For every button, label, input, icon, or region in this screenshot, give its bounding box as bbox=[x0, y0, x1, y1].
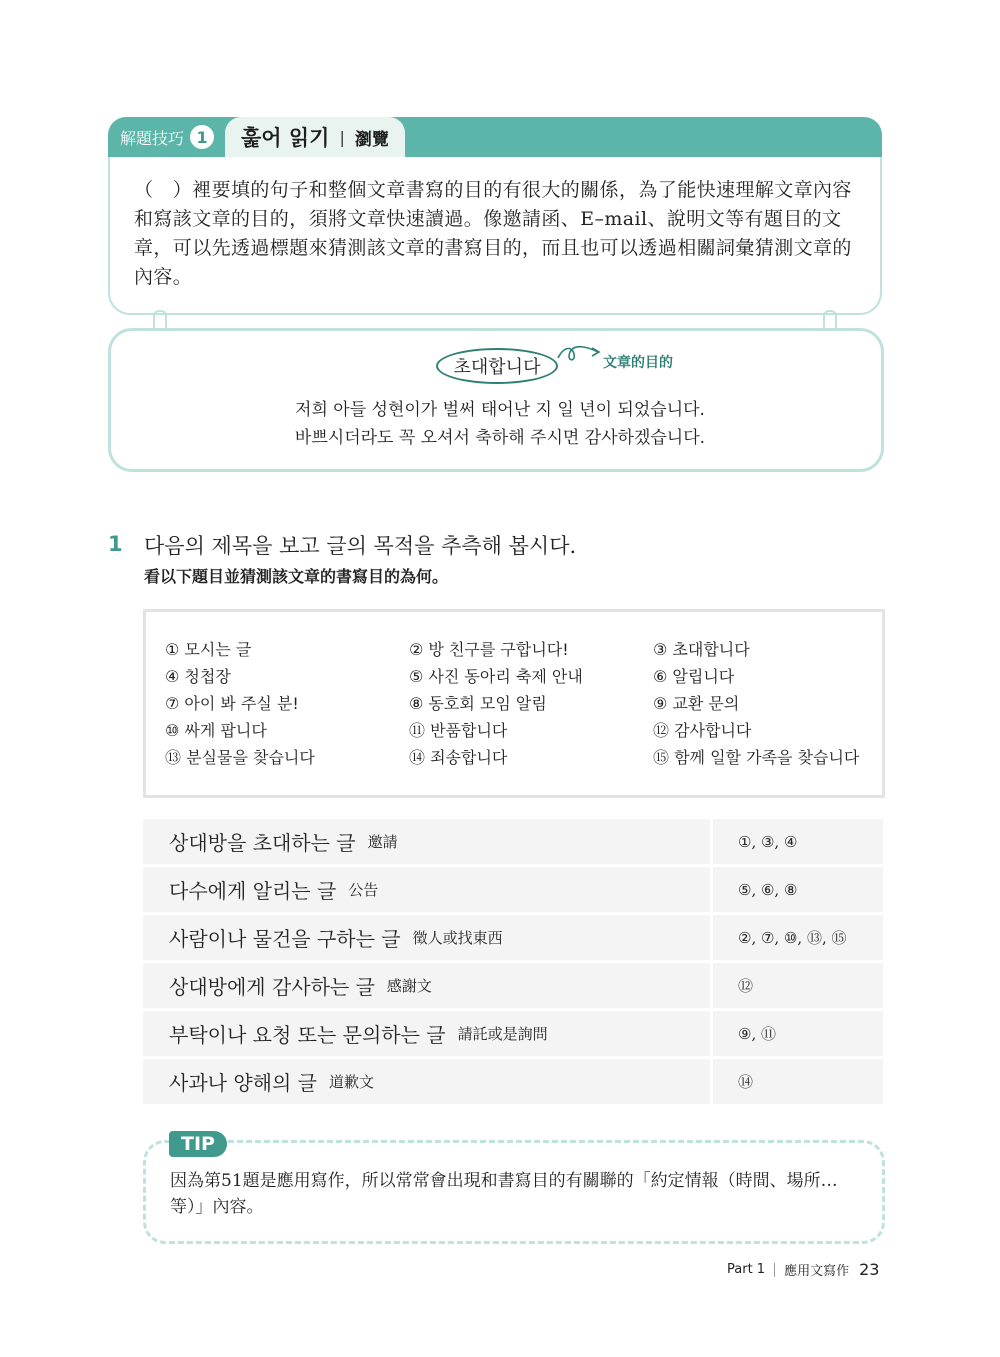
answer-category bbox=[143, 963, 710, 1008]
question-number: 1 bbox=[108, 532, 123, 556]
answer-numbers: ⑫ bbox=[713, 963, 883, 1008]
answer-zh: 道歉文 bbox=[328, 1073, 374, 1091]
skill-title bbox=[225, 117, 405, 157]
answer-category bbox=[143, 1059, 710, 1104]
skill-number-badge: 1 bbox=[190, 125, 214, 149]
question-zh: 看以下題目並猜測該文章的書寫目的為何。 bbox=[144, 567, 449, 586]
skill-label-text: 解題技巧 bbox=[120, 128, 185, 148]
curl-arrow-icon bbox=[556, 342, 602, 364]
footer-divider bbox=[774, 1263, 775, 1277]
choice-item: ⑨ 교환 문의 bbox=[653, 694, 740, 713]
choice-item: ⑮ 함께 일할 가족을 찾습니다 bbox=[653, 748, 860, 767]
answer-zh: 感謝文 bbox=[386, 977, 432, 995]
skill-body-text: （ ）裡要填的句子和整個文章書寫的目的有很大的關係，為了能快速理解文章內容和寫該文章的目的，須將文章快速讀過。像邀請函、E–mail、說明文等有題目的文章，可以先透過標題來猜測該文章的書寫目的，而且也可以透過相關詞彙猜測文章的內容。 bbox=[134, 179, 852, 288]
answer-kr: 상대방에게 감사하는 글 bbox=[169, 975, 375, 999]
answer-numbers: ⑨, ⑪ bbox=[713, 1011, 883, 1056]
answer-numbers: ①, ③, ④ bbox=[713, 819, 883, 864]
choice-item: ⑫ 감사합니다 bbox=[653, 721, 752, 740]
answer-table bbox=[143, 819, 883, 1107]
choice-item: ④ 청첩장 bbox=[165, 667, 231, 686]
skill-title-zh: 瀏覽 bbox=[354, 129, 389, 150]
choice-item: ⑬ 분실물을 찾습니다 bbox=[165, 748, 315, 767]
page-number: 23 bbox=[859, 1260, 880, 1279]
answer-kr: 부탁이나 요청 또는 문의하는 글 bbox=[169, 1023, 446, 1047]
answer-row bbox=[143, 963, 883, 1008]
example-line-1: 저희 아들 성현이가 벌써 태어난 지 일 년이 되었습니다. bbox=[295, 400, 705, 420]
example-goal-label: 文章的目的 bbox=[603, 355, 673, 371]
choice-item: ⑪ 반품합니다 bbox=[409, 721, 508, 740]
answer-category bbox=[143, 867, 710, 912]
choice-item: ① 모시는 글 bbox=[165, 640, 252, 659]
question-kr: 다음의 제목을 보고 글의 목적을 추측해 봅시다. bbox=[144, 534, 577, 558]
choice-item: ⑩ 싸게 팝니다 bbox=[165, 721, 267, 740]
answer-row bbox=[143, 819, 883, 864]
tip-text: 因為第51題是應用寫作，所以常常會出現和書寫目的有關聯的「約定情報（時間、場所…等）」內容。 bbox=[170, 1171, 838, 1217]
choice-item: ③ 초대합니다 bbox=[653, 640, 750, 659]
skill-title-separator: | bbox=[339, 127, 345, 147]
answer-kr: 사람이나 물건을 구하는 글 bbox=[169, 927, 401, 951]
answer-kr: 사과나 양해의 글 bbox=[169, 1071, 317, 1095]
answer-row bbox=[143, 1059, 883, 1104]
answer-numbers: ⑭ bbox=[713, 1059, 883, 1104]
choice-item: ⑧ 동호회 모임 알림 bbox=[409, 694, 547, 713]
answer-category bbox=[143, 819, 710, 864]
answer-category bbox=[143, 1011, 710, 1056]
answer-zh: 徵人或找東西 bbox=[412, 929, 503, 947]
example-title-oval: 초대합니다 bbox=[436, 348, 558, 384]
choice-item: ⑭ 죄송합니다 bbox=[409, 748, 508, 767]
answer-zh: 請託或是詢問 bbox=[457, 1025, 548, 1043]
answer-zh: 公告 bbox=[348, 881, 379, 899]
tip-label: TIP bbox=[169, 1131, 227, 1157]
answer-row bbox=[143, 1011, 883, 1056]
answer-kr: 다수에게 알리는 글 bbox=[169, 879, 337, 903]
answer-kr: 상대방을 초대하는 글 bbox=[169, 831, 356, 855]
choice-item: ⑥ 알립니다 bbox=[653, 667, 735, 686]
answer-category bbox=[143, 915, 710, 960]
page-footer bbox=[727, 1260, 879, 1279]
skill-label bbox=[108, 117, 228, 157]
answer-numbers: ②, ⑦, ⑩, ⑬, ⑮ bbox=[713, 915, 883, 960]
choice-item: ② 방 친구를 구합니다! bbox=[409, 640, 569, 659]
choice-item: ⑦ 아이 봐 주실 분! bbox=[165, 694, 299, 713]
answer-row bbox=[143, 867, 883, 912]
footer-part: Part 1 bbox=[727, 1262, 766, 1277]
choice-item: ⑤ 사진 동아리 축제 안내 bbox=[409, 667, 583, 686]
skill-title-kr: 훑어 읽기 bbox=[241, 126, 330, 150]
answer-numbers: ⑤, ⑥, ⑧ bbox=[713, 867, 883, 912]
footer-section: 應用文寫作 bbox=[784, 1264, 850, 1279]
answer-zh: 邀請 bbox=[367, 833, 398, 851]
answer-row bbox=[143, 915, 883, 960]
example-line-2: 바쁘시더라도 꼭 오셔서 축하해 주시면 감사하겠습니다. bbox=[294, 428, 706, 448]
